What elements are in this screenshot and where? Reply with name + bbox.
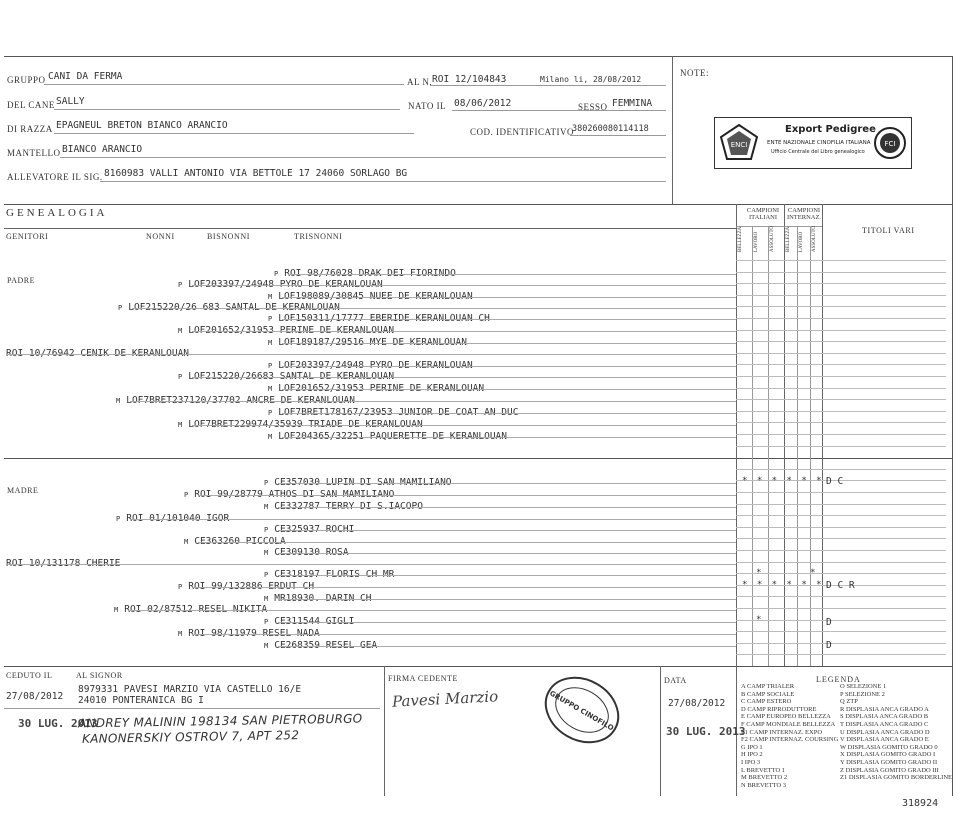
subcol-label: LAVORO <box>754 231 759 252</box>
ruled-line <box>736 306 946 307</box>
sex-mark: M <box>268 433 273 441</box>
legend-item: Z DISPLASIA GOMITO GRADO III <box>840 766 939 774</box>
al-n-label: AL N. <box>407 77 433 87</box>
sex-mark: M <box>268 293 273 301</box>
svg-text:ENCI: ENCI <box>730 141 748 149</box>
ruled-line <box>736 504 946 505</box>
pedigree-entry <box>268 426 507 444</box>
pedigree-name: LOF215220/26 683 SANTAL DE KERANLOUAN <box>128 302 340 313</box>
legend-item: N BREVETTO 3 <box>741 781 787 789</box>
genealogia-title: GENEALOGIA <box>6 207 108 219</box>
pedigree-entry <box>264 588 371 606</box>
ruled-line <box>736 492 946 493</box>
legend-item: Z1 DISPLASIA GOMITO BORDERLINE <box>840 774 953 782</box>
sex-mark: P <box>178 583 183 591</box>
pedigree-name: CE268359 RESEL GEA <box>274 640 378 651</box>
nato-value: 08/06/2012 <box>454 98 512 109</box>
pedigree-entry <box>264 635 377 653</box>
legenda-title: LEGENDA <box>816 675 861 684</box>
titoli-row3-stars: * <box>756 615 762 625</box>
subcol-label: BELLEZZA <box>738 226 743 252</box>
razza-value: EPAGNEUL BRETON BIANCO ARANCIO <box>56 120 228 131</box>
al-signor-label: AL SIGNOR <box>76 671 123 680</box>
pedigree-name: ROI 10/131178 CHERIE <box>6 558 121 569</box>
ruled-line <box>736 620 946 621</box>
underline <box>4 708 380 709</box>
titoli-row2: D C R <box>826 580 855 591</box>
legend-item: G IPO 1 <box>741 743 763 751</box>
sesso-label: SESSO <box>578 102 608 112</box>
ruled-line <box>736 341 946 342</box>
ruled-line <box>736 515 946 516</box>
legend-item: Y DISPLASIA GOMITO GRADO II <box>840 759 938 766</box>
ruled-line <box>736 446 946 447</box>
pedigree-entry <box>264 542 349 560</box>
sex-mark: P <box>268 409 273 417</box>
subcol-label: LAVORO <box>799 231 804 252</box>
madre-label: MADRE <box>7 486 39 495</box>
pedigree-name: MR18930. DARIN CH <box>274 593 372 604</box>
genealogia-top-line <box>4 204 952 205</box>
pedigree-entry <box>6 343 189 361</box>
pedigree-name: LOF215220/26683 SANTAL DE KERANLOUAN <box>188 371 395 382</box>
sesso-value: FEMMINA <box>612 98 653 109</box>
ruled-line <box>736 550 946 551</box>
ruled-line <box>736 260 946 261</box>
ruled-line <box>736 434 946 435</box>
enci-logo-icon <box>719 123 759 163</box>
legend-item: U DISPLASIA ANCA GRADO D <box>840 728 930 736</box>
sex-mark: P <box>264 526 269 534</box>
al-n-value: ROI 12/104843 <box>432 74 507 85</box>
pedigree-name: LOF204365/32251 PAQUERETTE DE KERANLOUAN <box>278 431 507 442</box>
underline <box>54 133 414 134</box>
svg-text:GRUPPO CINOFILO: GRUPPO CINOFILO <box>548 689 615 733</box>
pedigree-name: LOF150311/17777 EBERIDE KERANLOUAN CH <box>278 313 490 324</box>
ruled-line <box>736 364 946 365</box>
underline <box>570 135 666 136</box>
export-line1: ENTE NAZIONALE CINOFILIA ITALIANA <box>767 140 871 146</box>
sex-mark: M <box>264 595 269 603</box>
ceduto-label: CEDUTO IL <box>6 671 53 680</box>
gruppo-value: CANI DA FERMA <box>48 71 123 82</box>
ruled-line <box>736 527 946 528</box>
pedigree-name: LOF201652/31953 PERINE DE KERANLOUAN <box>188 325 395 336</box>
pedigree-name: CE363260 PICCOLA <box>194 536 286 547</box>
pedigree-name: LOF7BRET229974/35939 TRIADE DE KERANLOUAN <box>188 419 423 430</box>
pedigree-name: CE309130 ROSA <box>274 547 349 558</box>
sex-mark: M <box>264 549 269 557</box>
right-border <box>952 56 953 796</box>
pedigree-name: ROI 98/76028 DRAK DEI FIORINDO <box>284 268 456 279</box>
col-genitori: GENITORI <box>6 232 49 241</box>
sex-mark: M <box>114 606 119 614</box>
legend-item: P SELEZIONE 2 <box>840 690 885 698</box>
titoli-row1: D C <box>826 476 844 487</box>
pedigree-entry <box>264 496 423 514</box>
entry-underline <box>278 646 736 647</box>
underline <box>54 109 400 110</box>
signature: Pavesi Marzio <box>391 687 499 711</box>
col-line <box>736 226 822 227</box>
ruled-line <box>736 608 946 609</box>
entry-underline <box>278 507 736 508</box>
mantello-value: BIANCO ARANCIO <box>62 144 143 155</box>
ceduto-date: 27/08/2012 <box>6 691 64 702</box>
sex-mark: P <box>178 281 183 289</box>
pedigree-name: ROI 01/101040 IGOR <box>126 513 230 524</box>
fci-logo-icon <box>873 126 907 160</box>
ruled-line <box>736 631 946 632</box>
legend-item: V DISPLASIA ANCA GRADO E <box>840 736 929 744</box>
titoli-row1-stars: * * * * * * <box>742 476 824 486</box>
legend-item: D CAMP RIPRODUTTORE <box>741 705 817 713</box>
titoli-row2-stars-top: * * <box>756 568 816 578</box>
titoli-row2-stars: * * * * * * <box>742 580 824 590</box>
sex-mark: P <box>264 618 269 626</box>
razza-label: DI RAZZA <box>7 124 53 134</box>
buyer-line2: 24010 PONTERANICA BG I <box>78 695 204 706</box>
stamp-seal-icon <box>540 668 624 752</box>
ruled-line <box>736 538 946 539</box>
subcol-label: ASSOLUTO <box>812 225 817 252</box>
sex-mark: M <box>268 339 273 347</box>
section-divider <box>660 666 661 796</box>
sex-mark: M <box>178 421 183 429</box>
legend-item: Q ZTP <box>840 698 858 706</box>
ruled-line <box>736 411 946 412</box>
ruled-line <box>736 376 946 377</box>
col-nonni: NONNI <box>146 232 175 241</box>
export-pedigree-box <box>714 117 912 169</box>
sex-mark: M <box>264 503 269 511</box>
entry-underline <box>278 530 736 531</box>
campioni-italiani: CAMPIONI ITALIANI <box>746 207 780 221</box>
ruled-line <box>736 643 946 644</box>
subcol-label: ASSOLUTO <box>770 225 775 252</box>
sex-mark: P <box>264 479 269 487</box>
pedigree-name: ROI 02/87512 RESEL NIKITA <box>124 604 268 615</box>
pedigree-name: CE332787 TERRY DI S.IACOPO <box>274 501 423 512</box>
legend-item: F CAMP MONDIALE BELLEZZA <box>741 721 836 728</box>
buyer-line1: 8979331 PAVESI MARZIO VIA CASTELLO 16/E <box>78 684 302 695</box>
titoli-row3: D <box>826 617 832 628</box>
data-value: 27/08/2012 <box>668 698 726 709</box>
entry-underline <box>282 343 736 344</box>
sex-mark: P <box>118 304 123 312</box>
legend-item: H IPO 2 <box>741 751 763 759</box>
cod-value: 380260080114118 <box>572 124 649 134</box>
entry-underline <box>278 575 736 576</box>
sex-mark: P <box>184 491 189 499</box>
underline <box>100 181 666 182</box>
pedigree-name: LOF7BRET178167/23953 JUNIOR DE COAT AN DUC <box>278 407 519 418</box>
pedigree-name: LOF203397/24948 PYRO DE KERANLOUAN <box>278 360 473 371</box>
ruled-line <box>736 562 946 563</box>
ruled-line <box>736 596 946 597</box>
data-label: DATA <box>664 676 687 685</box>
pedigree-name: ROI 99/132886 ERDUT CH <box>188 581 315 592</box>
pedigree-name: CE318197 FLORIS CH MR <box>274 569 395 580</box>
underline <box>430 85 666 86</box>
legend-item: R DISPLASIA ANCA GRADO A <box>840 705 929 713</box>
note-label: NOTE: <box>680 68 709 78</box>
nato-label: NATO IL <box>408 101 447 111</box>
pedigree-name: LOF7BRET237120/37702 ANCRE DE KERANLOUAN <box>126 395 355 406</box>
sex-mark: P <box>274 270 279 278</box>
underline <box>452 110 666 111</box>
legend-item: A CAMP TRIALER <box>741 683 795 690</box>
ruled-line <box>736 272 946 273</box>
pedigree-name: ROI 99/28779 ATHOS DI SAN MAMILIANO <box>194 489 395 500</box>
legend-item: L BREVETTO 1 <box>741 766 786 774</box>
pedigree-name: ROI 10/76942 CENIK DE KERANLOUAN <box>6 348 190 359</box>
legend-item: F1 CAMP INTERNAZ. EXPO <box>741 728 823 736</box>
cod-label: COD. IDENTIFICATIVO <box>470 127 574 137</box>
pedigree-name: CE357030 LUPIN DI SAN MAMILIANO <box>274 477 452 488</box>
pedigree-name: CE311544 GIGLI <box>274 616 355 627</box>
ruled-line <box>736 330 946 331</box>
ruled-line <box>736 283 946 284</box>
note-divider <box>672 56 673 204</box>
gruppo-label: GRUPPO <box>7 75 46 85</box>
pedigree-name: ROI 98/11979 RESEL NADA <box>188 628 320 639</box>
legend-item: W DISPLASIA GOMITO GRADO 0 <box>840 743 938 751</box>
ruled-line <box>736 295 946 296</box>
sex-mark: M <box>178 630 183 638</box>
genealogia-header-line <box>4 228 736 229</box>
export-title: Export Pedigree <box>785 124 876 135</box>
sex-mark: P <box>116 515 121 523</box>
pedigree-entry <box>114 599 267 617</box>
padre-label: PADRE <box>7 276 35 285</box>
stamp-date-left: 30 LUG. 2013 <box>18 717 98 730</box>
entry-underline <box>130 519 736 520</box>
sex-mark: P <box>264 571 269 579</box>
titoli-row4: D <box>826 640 832 651</box>
ruled-line <box>736 399 946 400</box>
export-line2: Ufficio Centrale del Libro genealogico <box>771 149 865 155</box>
legend-item: T DISPLASIA ANCA GRADO C <box>840 721 929 728</box>
ruled-line <box>736 654 946 655</box>
legend-item: E CAMP EUROPEO BELLEZZA <box>741 713 831 721</box>
underline <box>60 157 666 158</box>
ruled-line <box>736 388 946 389</box>
milano-date: Milano li, 28/08/2012 <box>540 75 642 84</box>
section-divider <box>384 666 385 796</box>
sex-mark: M <box>264 642 269 650</box>
entry-underline <box>278 599 736 600</box>
entry-underline <box>128 610 736 611</box>
handwritten-line1: ANDREY MALININ 198134 SAN PIETROBURGO <box>77 711 363 731</box>
del-cane-value: SALLY <box>56 96 85 107</box>
mantello-label: MANTELLO <box>7 148 61 158</box>
legend-item: F2 CAMP INTERNAZ. COURSING <box>741 736 839 744</box>
firma-label: FIRMA CEDENTE <box>388 674 458 683</box>
col-bisnonni: BISNONNI <box>207 232 251 241</box>
ruled-line <box>736 469 946 470</box>
serial-number: 318924 <box>902 798 939 809</box>
legend-item: S DISPLASIA ANCA GRADO B <box>840 713 929 721</box>
bottom-section-line <box>4 666 952 667</box>
pedigree-name: LOF201652/31953 PERINE DE KERANLOUAN <box>278 383 485 394</box>
entry-underline <box>278 553 736 554</box>
del-cane-label: DEL CANE <box>7 100 55 110</box>
underline <box>44 84 404 85</box>
ruled-line <box>736 353 946 354</box>
pedigree-name: CE325937 ROCHI <box>274 524 355 535</box>
entry-underline <box>282 297 736 298</box>
subcol-label: BELLEZZA <box>786 226 791 252</box>
legend-item: C CAMP ESTERO <box>741 698 792 706</box>
allevatore-label: ALLEVATORE IL SIG. <box>7 172 103 182</box>
ruled-line <box>736 318 946 319</box>
sex-mark: P <box>268 315 273 323</box>
sex-mark: M <box>268 385 273 393</box>
allevatore-value: 8160983 VALLI ANTONIO VIA BETTOLE 17 24060 SORLAGO BG <box>104 168 408 179</box>
legend-item: M BREVETTO 2 <box>741 774 788 782</box>
legend-item: I IPO 3 <box>741 759 761 766</box>
sex-mark: M <box>116 397 121 405</box>
handwritten-line2: KANONERSKIY OSTROV 7, APT 252 <box>81 728 300 746</box>
sex-mark: M <box>184 538 189 546</box>
pedigree-entry <box>116 508 229 526</box>
sex-mark: P <box>268 362 273 370</box>
pedigree-name: LOF203397/24948 PYRO DE KERANLOUAN <box>188 279 383 290</box>
legend-item: O SELEZIONE 1 <box>840 683 887 690</box>
legend-item: B CAMP SOCIALE <box>741 690 795 698</box>
legend-item: X DISPLASIA GOMITO GRADO I <box>840 751 936 759</box>
data-stamp: 30 LUG. 2013 <box>666 725 746 738</box>
top-border <box>4 56 952 57</box>
col-trisnonni: TRISNONNI <box>294 232 343 241</box>
pedigree-name: LOF198089/30845 NUEE DE KERANLOUAN <box>278 291 473 302</box>
pedigree-entry <box>268 332 467 350</box>
pedigree-name: LOF189187/29516 MYE DE KERANLOUAN <box>278 337 467 348</box>
entry-underline <box>282 437 736 438</box>
pedigree-entry <box>6 553 120 571</box>
entry-underline <box>278 622 736 623</box>
sex-mark: M <box>178 327 183 335</box>
sex-mark: P <box>178 373 183 381</box>
ruled-line <box>736 422 946 423</box>
svg-text:FCI: FCI <box>884 140 896 148</box>
campioni-internaz: CAMPIONI INTERNAZ. <box>786 207 822 221</box>
titoli-vari: TITOLI VARI <box>862 226 915 235</box>
